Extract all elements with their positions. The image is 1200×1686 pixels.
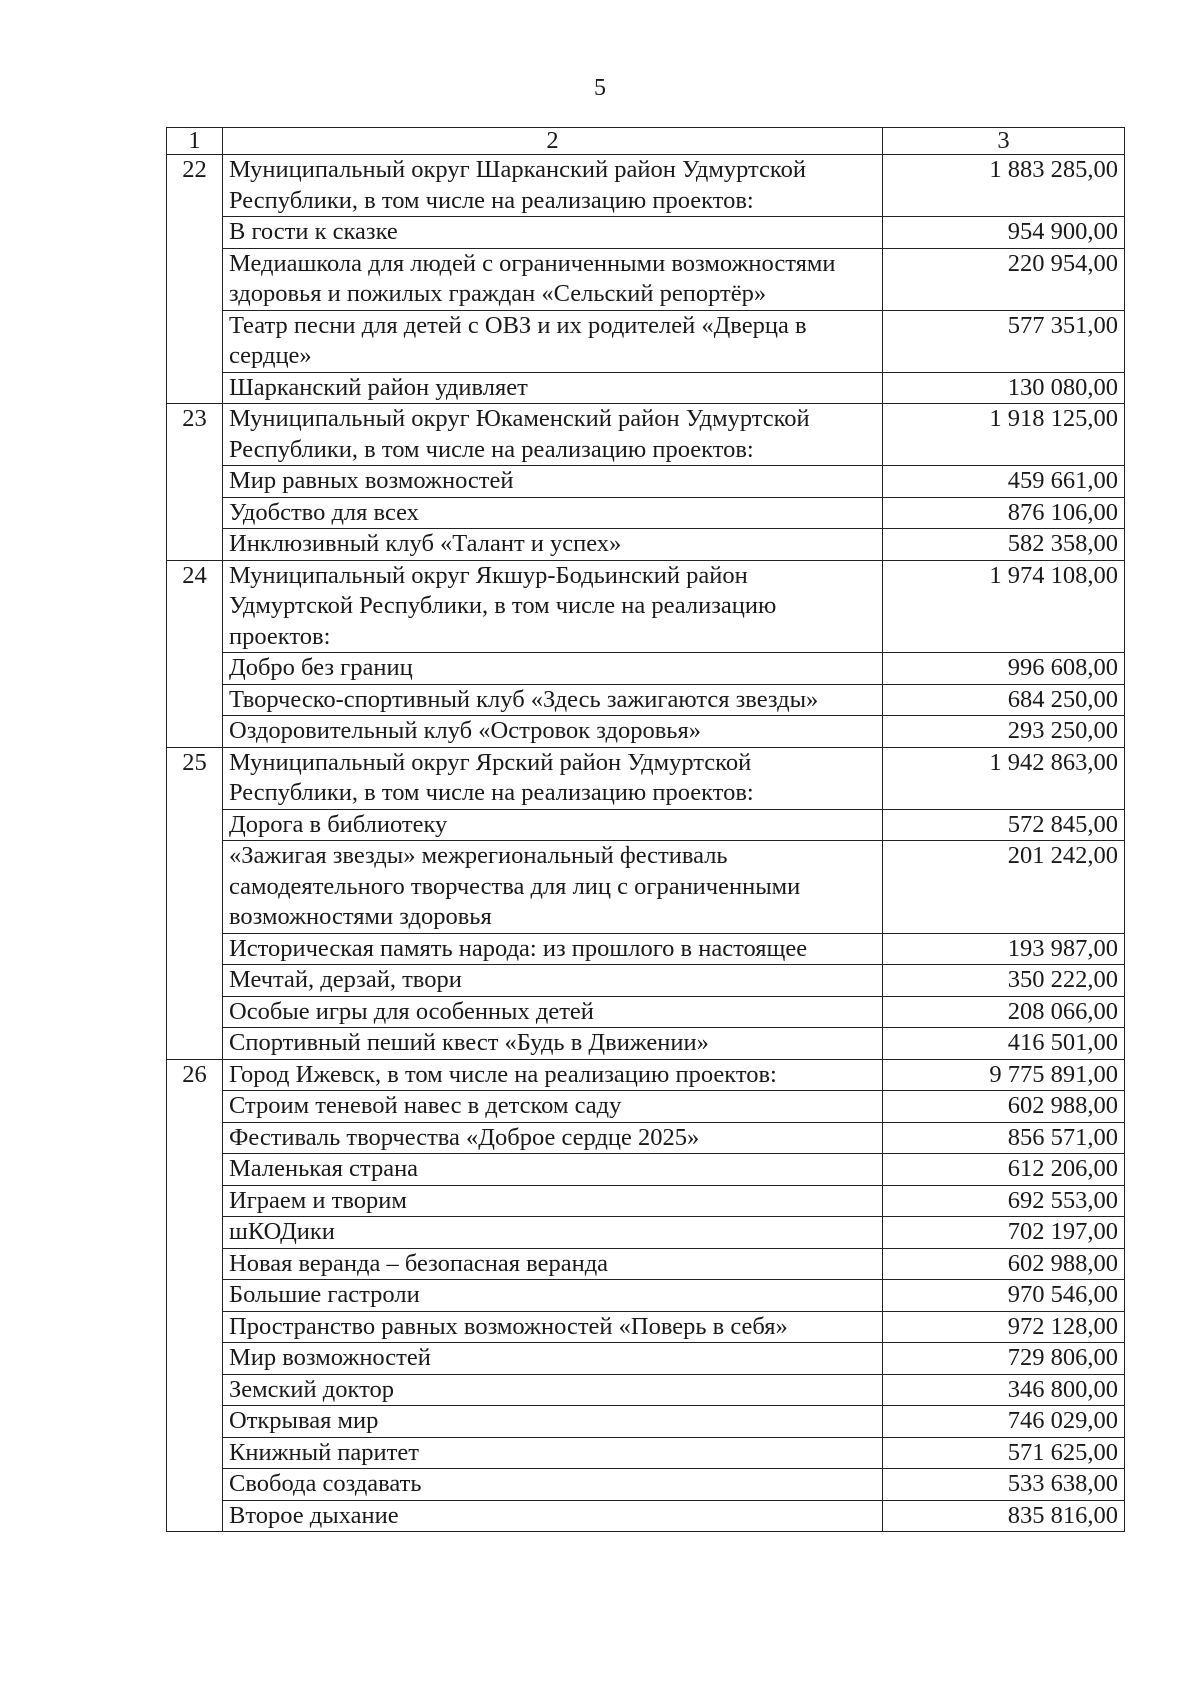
project-name: Театр песни для детей с ОВЗ и их родителей «Дверца в сердце» <box>223 310 883 372</box>
project-amount: 571 625,00 <box>883 1437 1125 1469</box>
project-name: Мир равных возможностей <box>223 466 883 498</box>
group-row <box>167 560 1125 653</box>
project-name: Маленькая страна <box>223 1154 883 1186</box>
project-row <box>167 1248 1125 1280</box>
project-amount: 835 816,00 <box>883 1500 1125 1532</box>
project-name: Спортивный пеший квест «Будь в Движении» <box>223 1028 883 1060</box>
project-amount: 729 806,00 <box>883 1343 1125 1375</box>
group-amount: 1 918 125,00 <box>883 404 1125 466</box>
project-amount: 602 988,00 <box>883 1091 1125 1123</box>
project-row <box>167 965 1125 997</box>
project-name: Новая веранда – безопасная веранда <box>223 1248 883 1280</box>
project-name: Оздоровительный клуб «Островок здоровья» <box>223 716 883 748</box>
group-name: Город Ижевск, в том числе на реализацию проектов: <box>223 1059 883 1091</box>
project-name: Особые игры для особенных детей <box>223 996 883 1028</box>
project-amount: 972 128,00 <box>883 1311 1125 1343</box>
project-row <box>167 996 1125 1028</box>
project-name: Инклюзивный клуб «Талант и успех» <box>223 529 883 561</box>
project-name: Мечтай, дерзай, твори <box>223 965 883 997</box>
project-amount: 582 358,00 <box>883 529 1125 561</box>
group-name: Муниципальный округ Ярский район Удмуртской Республики, в том числе на реализацию проектов: <box>223 747 883 809</box>
project-amount: 201 242,00 <box>883 841 1125 934</box>
group-number: 22 <box>167 155 223 404</box>
group-row <box>167 1059 1125 1091</box>
project-name: Удобство для всех <box>223 497 883 529</box>
project-amount: 856 571,00 <box>883 1122 1125 1154</box>
project-row <box>167 1217 1125 1249</box>
project-row <box>167 310 1125 372</box>
project-amount: 996 608,00 <box>883 653 1125 685</box>
group-number: 25 <box>167 747 223 1059</box>
project-amount: 692 553,00 <box>883 1185 1125 1217</box>
project-amount: 684 250,00 <box>883 684 1125 716</box>
project-amount: 416 501,00 <box>883 1028 1125 1060</box>
project-name: Фестиваль творчества «Доброе сердце 2025» <box>223 1122 883 1154</box>
project-row <box>167 684 1125 716</box>
project-row <box>167 372 1125 404</box>
project-row <box>167 1500 1125 1532</box>
project-amount: 970 546,00 <box>883 1280 1125 1312</box>
project-row <box>167 933 1125 965</box>
project-row <box>167 1185 1125 1217</box>
project-amount: 459 661,00 <box>883 466 1125 498</box>
project-row <box>167 716 1125 748</box>
project-amount: 572 845,00 <box>883 809 1125 841</box>
group-name: Муниципальный округ Юкаменский район Удмуртской Республики, в том числе на реализацию проектов: <box>223 404 883 466</box>
group-name: Муниципальный округ Якшур-Бодьинский район Удмуртской Республики, в том числе на реализацию проектов: <box>223 560 883 653</box>
project-name: В гости к сказке <box>223 217 883 249</box>
project-name: Земский доктор <box>223 1374 883 1406</box>
project-row <box>167 1406 1125 1438</box>
project-amount: 346 800,00 <box>883 1374 1125 1406</box>
project-amount: 602 988,00 <box>883 1248 1125 1280</box>
header-col-name: 2 <box>223 128 883 155</box>
group-row <box>167 155 1125 217</box>
project-amount: 702 197,00 <box>883 1217 1125 1249</box>
project-row <box>167 1469 1125 1501</box>
project-row <box>167 1028 1125 1060</box>
project-amount: 293 250,00 <box>883 716 1125 748</box>
project-amount: 208 066,00 <box>883 996 1125 1028</box>
project-amount: 193 987,00 <box>883 933 1125 965</box>
project-amount: 876 106,00 <box>883 497 1125 529</box>
project-name: Строим теневой навес в детском саду <box>223 1091 883 1123</box>
funding-table <box>166 127 1125 1532</box>
project-amount: 533 638,00 <box>883 1469 1125 1501</box>
project-name: Большие гастроли <box>223 1280 883 1312</box>
project-row <box>167 497 1125 529</box>
project-name: Добро без границ <box>223 653 883 685</box>
project-name: Книжный паритет <box>223 1437 883 1469</box>
project-row <box>167 841 1125 934</box>
table-body <box>167 155 1125 1532</box>
group-amount: 1 883 285,00 <box>883 155 1125 217</box>
project-row <box>167 1122 1125 1154</box>
project-name: Второе дыхание <box>223 1500 883 1532</box>
project-amount: 612 206,00 <box>883 1154 1125 1186</box>
project-row <box>167 1280 1125 1312</box>
project-amount: 130 080,00 <box>883 372 1125 404</box>
project-name: Медиашкола для людей с ограниченными возможностями здоровья и пожилых граждан «Сельский репортёр» <box>223 248 883 310</box>
project-name: Творческо-спортивный клуб «Здесь зажигаются звезды» <box>223 684 883 716</box>
group-number: 23 <box>167 404 223 561</box>
table-header-row <box>167 128 1125 155</box>
project-row <box>167 1437 1125 1469</box>
project-row <box>167 217 1125 249</box>
project-name: Историческая память народа: из прошлого в настоящее <box>223 933 883 965</box>
group-number: 26 <box>167 1059 223 1532</box>
project-amount: 577 351,00 <box>883 310 1125 372</box>
project-amount: 220 954,00 <box>883 248 1125 310</box>
project-row <box>167 653 1125 685</box>
project-row <box>167 1154 1125 1186</box>
project-name: «Зажигая звезды» межрегиональный фестиваль самодеятельного творчества для лиц с ограниченными возможностями здоровья <box>223 841 883 934</box>
project-name: Пространство равных возможностей «Поверь в себя» <box>223 1311 883 1343</box>
project-amount: 954 900,00 <box>883 217 1125 249</box>
project-name: Свобода создавать <box>223 1469 883 1501</box>
project-row <box>167 248 1125 310</box>
project-name: Мир возможностей <box>223 1343 883 1375</box>
group-row <box>167 404 1125 466</box>
project-row <box>167 1374 1125 1406</box>
group-number: 24 <box>167 560 223 747</box>
project-row <box>167 1343 1125 1375</box>
header-col-number: 1 <box>167 128 223 155</box>
group-amount: 1 974 108,00 <box>883 560 1125 653</box>
project-amount: 350 222,00 <box>883 965 1125 997</box>
group-name: Муниципальный округ Шарканский район Удмуртской Республики, в том числе на реализацию проектов: <box>223 155 883 217</box>
page-number: 5 <box>594 75 606 101</box>
project-row <box>167 1091 1125 1123</box>
group-amount: 9 775 891,00 <box>883 1059 1125 1091</box>
project-name: шКОДики <box>223 1217 883 1249</box>
header-col-amount: 3 <box>883 128 1125 155</box>
project-amount: 746 029,00 <box>883 1406 1125 1438</box>
project-name: Открывая мир <box>223 1406 883 1438</box>
project-name: Играем и творим <box>223 1185 883 1217</box>
project-row <box>167 466 1125 498</box>
project-row <box>167 1311 1125 1343</box>
group-row <box>167 747 1125 809</box>
project-name: Шарканский район удивляет <box>223 372 883 404</box>
project-row <box>167 809 1125 841</box>
group-amount: 1 942 863,00 <box>883 747 1125 809</box>
project-row <box>167 529 1125 561</box>
project-name: Дорога в библиотеку <box>223 809 883 841</box>
